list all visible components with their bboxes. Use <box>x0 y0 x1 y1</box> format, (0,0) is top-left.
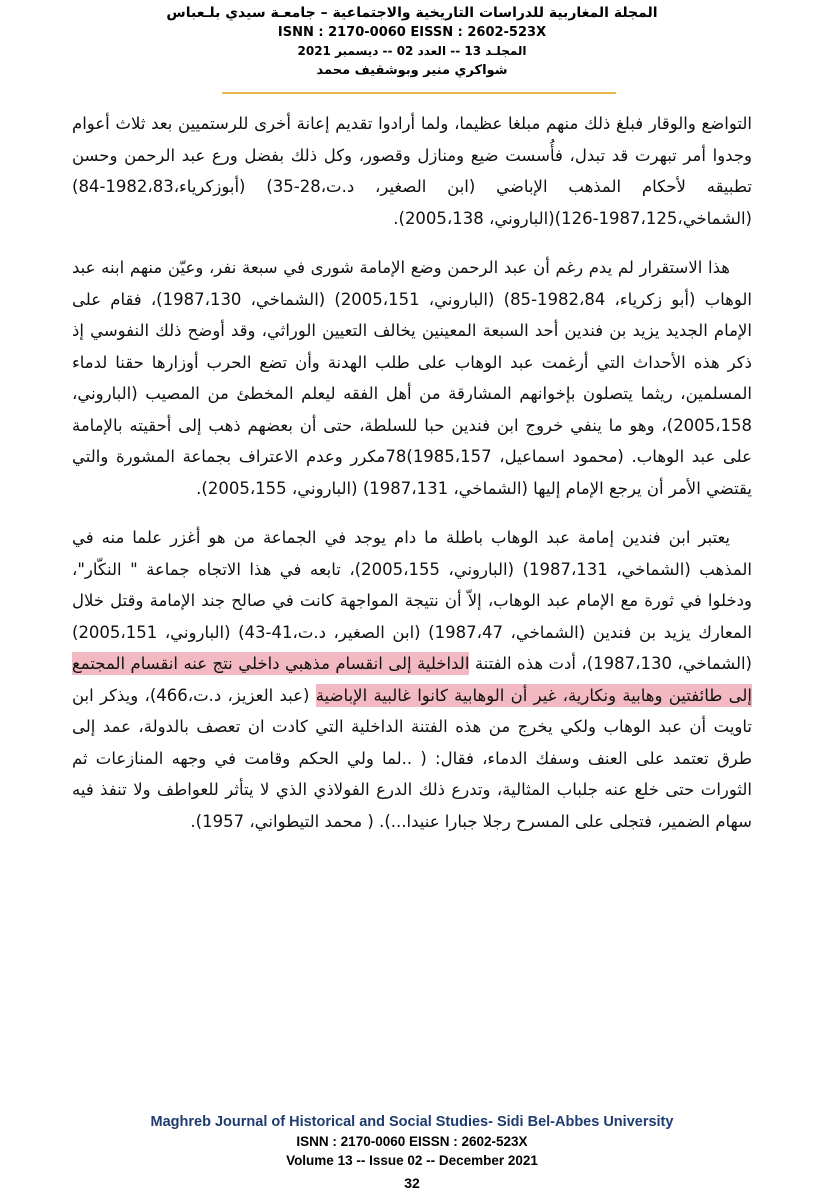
header-volume-issue: المجلـد 13 -- العدد 02 -- ديسمبر 2021 <box>297 44 527 58</box>
footer-volume-issue: Volume 13 -- Issue 02 -- December 2021 <box>286 1153 538 1168</box>
page-number: 32 <box>404 1175 420 1191</box>
header-issn: ISNN : 2170-0060 EISSN : 2602-523X <box>277 25 547 40</box>
paragraph-3 <box>72 522 752 837</box>
header-authors: شواكري منير وبوشقيف محمد <box>316 63 508 78</box>
highlighted-text: الداخلية إلى انقسام مذهبي داخلي نتج عنه انقسام المجتمع إلى طائفتين وهابية ونكارية، غير أن الوهابية كانوا غالبية الإباضية <box>72 654 753 705</box>
page-header <box>0 4 824 80</box>
paragraph-2: هذا الاستقرار لم يدم رغم أن عبد الرحمن وضع الإمامة شورى في سبعة نفر، وعيّن منهم ابنه عبد الوهاب (أبو زكرياء، 1982،84-85) (الباروني، 2005،151) (الشماخي، 1987،130)، فقام على الإمام الجديد يزيد بن فندين أحد السبعة المعينين يخالف التعيين الوراثي، وقد أوضح ذلك النفوسي إذ ذكر هذه الأحداث التي أرغمت عبد الوهاب على طلب الهدنة وأن تضع الحرب أوزارها حقنا لدماء المسلمين، ريثما يتصلون بإخوانهم المشارقة من أهل الفقه ليعلم المخطئ من المصيب (الباروني، 2005،158)، وهو ما ينفي خروج ابن فندين حبا للسلطة، حتى أن بعضهم ذهب إلى أحقيته بالإمامة على عبد الوهاب. (محمود اسماعيل، 1985،157)78مكرر وعدم الاعتراف بجماعة المشورة والتي يقتضي الأمر أن يرجع الإمام إليها (الشماخي، 1987،131) (الباروني، 2005،155). <box>72 258 752 498</box>
footer-journal-title: Maghreb Journal of Historical and Social Studies- Sidi Bel-Abbes University <box>150 1114 674 1130</box>
paragraph-3-text-after: (عبد العزيز، د.ت،466)، ويذكر ابن تاويت أن عبد الوهاب ولكي يخرج من هذه الفتنة الداخلية التي كادت ان تعصف بالدولة، عمد إلى طرق تعتمد على العنف وسفك الدماء، فقال: ( ..لما ولي الحكم وقامت في وجهه المنازعات ثم الثورات حتى خلع عنه جلباب المثالية، وتدرع ذلك الدرع الفولاذي الذي لا يتأثر للعواطف ولا تنفذ فيه سهام الضمير، فتجلى على المسرح رجلا جبارا عنيدا...). ( محمد التيطواني، 1957). <box>72 685 752 831</box>
paragraph-3-text-before: يعتبر ابن فندين إمامة عبد الوهاب باطلة ما دام يوجد في الجماعة من هو أغزر علما منه في المذهب (الشماخي، 1987،131) (الباروني، 2005،155)، تابعه في هذا الاتجاه جماعة " النكّار"، ودخلوا في ثورة مع الإمام عبد الوهاب، إلاّ أن نتيجة المواجهة كانت في صالح جند الإمامة وقتل خلال المعارك يزيد بن فندين (الشماخي، 1987،47) (ابن الصغير، د.ت،41-43) (الباروني، 2005،151) (الشماخي، 1987،130)، أدت هذه الفتنة <box>72 528 753 673</box>
paragraph-1: التواضع والوقار فبلغ ذلك منهم مبلغا عظيما، ولما أرادوا تقديم إعانة أخرى للرستميين بعد ثلاث أعوام وجدوا أمر تبهرت قد تبدل، فأُسست ضيع ومنازل وقصور، وكل ذلك بفضل ورع عبد الرحمن وحسن تطبيقه لأحكام المذهب الإباضي (ابن الصغير، د.ت،28-35) (أبوزكرياء،1982،83-84)(الشماخي،1987،125-126)(الباروني، 2005،138). <box>72 114 753 228</box>
header-divider <box>222 92 616 94</box>
header-journal-title: المجلة المغاربية للدراسات التاريخية والاجتماعية – جامعـة سيدي بلـعباس <box>166 5 658 21</box>
footer-issn: ISNN : 2170-0060 EISSN : 2602-523X <box>296 1134 528 1149</box>
page-footer <box>0 1112 824 1194</box>
article-body <box>72 108 752 855</box>
